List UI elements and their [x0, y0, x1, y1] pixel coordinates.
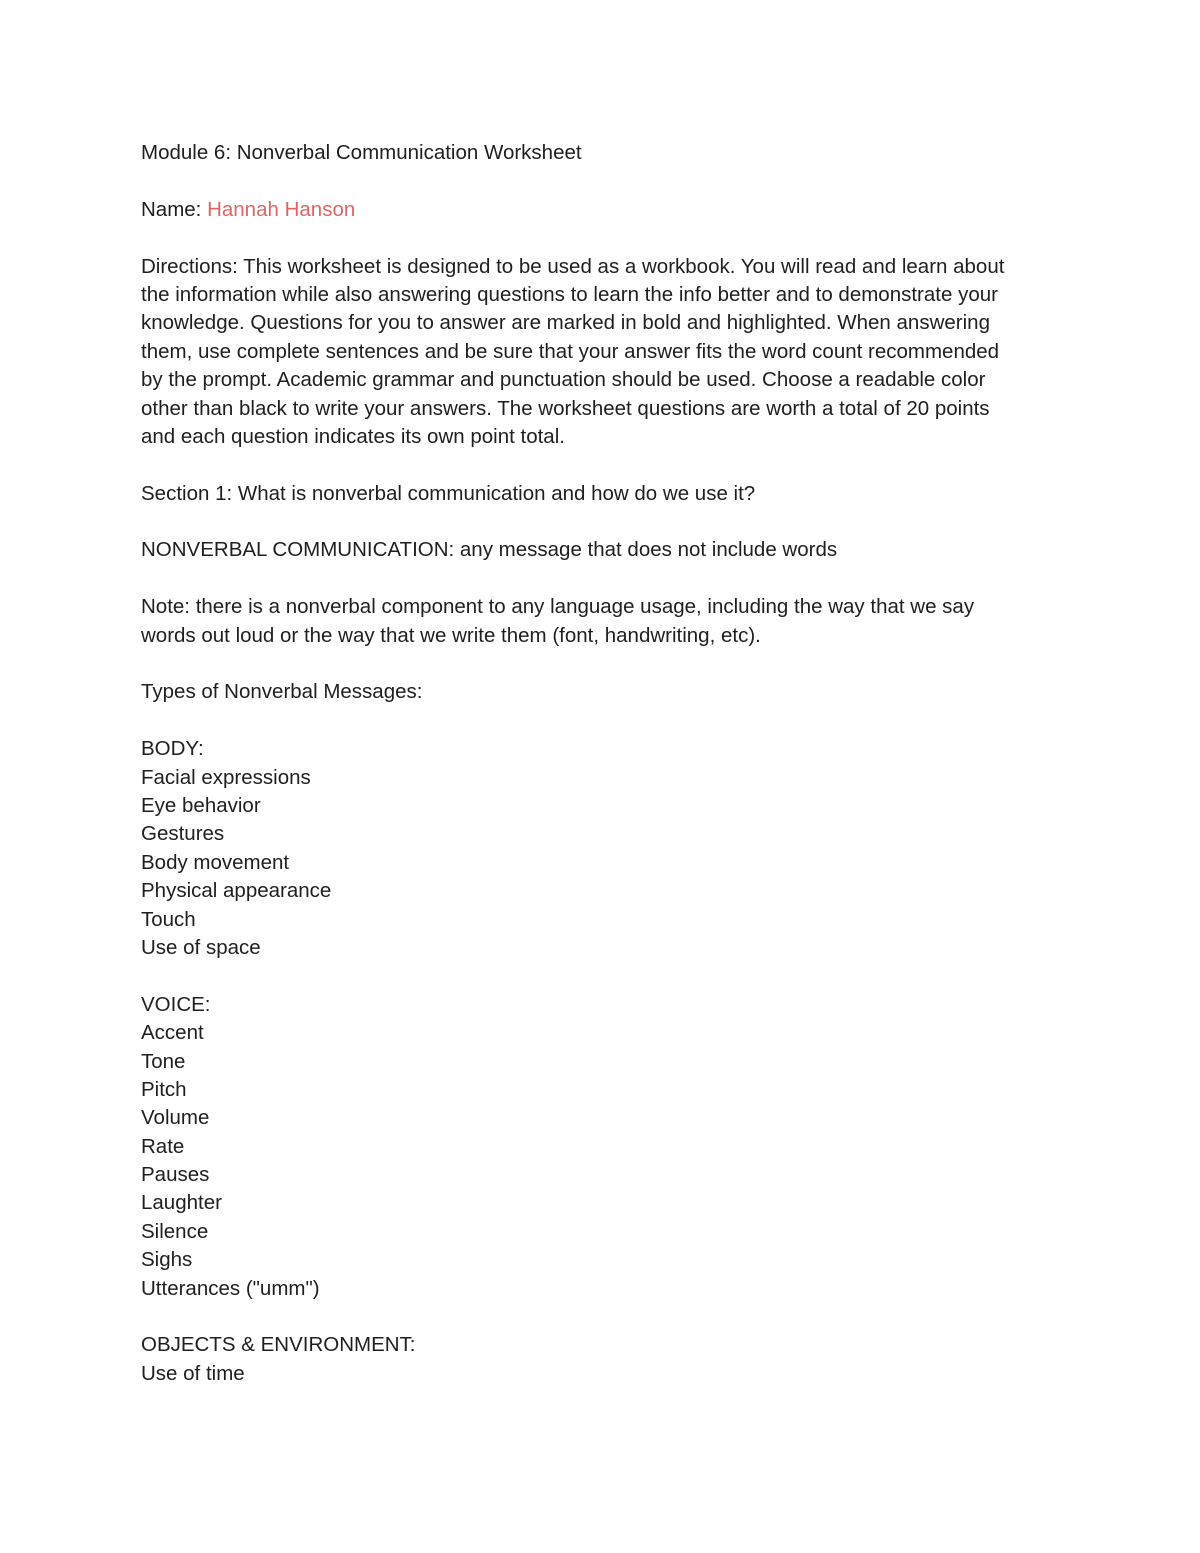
voice-list — [141, 1019, 1061, 1303]
list-item: Rate — [141, 1134, 185, 1158]
list-item: Use of space — [141, 935, 261, 959]
body-list — [141, 764, 1061, 963]
body-section — [141, 735, 1061, 962]
list-item: Utterances ("umm") — [141, 1276, 320, 1300]
voice-section — [141, 991, 1061, 1303]
spacer — [141, 224, 1061, 252]
objects-section — [141, 1331, 1061, 1388]
list-item: Eye behavior — [141, 793, 261, 817]
list-item: Body movement — [141, 850, 290, 874]
list-item: Physical appearance — [141, 879, 332, 903]
spacer — [141, 650, 1061, 678]
directions-paragraph — [141, 253, 1061, 452]
spacer — [141, 707, 1061, 735]
list-item: Facial expressions — [141, 765, 311, 789]
directions-line: and each question indicates its own point total. — [141, 424, 565, 448]
spacer — [141, 962, 1061, 990]
list-item: Use of time — [141, 1361, 245, 1385]
directions-line: knowledge. Questions for you to answer are marked in bold and highlighted. When answering — [141, 311, 990, 335]
list-item: Laughter — [141, 1191, 222, 1215]
objects-list — [141, 1360, 1061, 1388]
note-paragraph — [141, 593, 1061, 650]
worksheet-page — [141, 139, 1061, 1388]
directions-line: other than black to write your answers. The worksheet questions are worth a total of 20 points — [141, 396, 990, 420]
directions-line: Directions: This worksheet is designed to be used as a workbook. You will read and learn about — [141, 254, 1005, 278]
list-item: Tone — [141, 1049, 186, 1073]
list-item: Pauses — [141, 1163, 210, 1187]
spacer — [141, 1303, 1061, 1331]
name-value: Hannah Hanson — [207, 197, 356, 221]
list-item: Accent — [141, 1021, 204, 1045]
document-title: Module 6: Nonverbal Communication Worksheet — [141, 141, 582, 164]
list-item: Silence — [141, 1219, 209, 1243]
body-heading: BODY: — [141, 737, 204, 761]
note-line: words out loud or the way that we write them (font, handwriting, etc). — [141, 623, 761, 647]
spacer — [141, 565, 1061, 593]
directions-line: by the prompt. Academic grammar and punctuation should be used. Choose a readable color — [141, 368, 986, 392]
voice-heading: VOICE: — [141, 992, 211, 1016]
spacer — [141, 167, 1061, 195]
name-label: Name: — [141, 197, 208, 221]
list-item: Gestures — [141, 822, 225, 846]
list-item: Pitch — [141, 1077, 187, 1101]
list-item: Touch — [141, 907, 196, 931]
spacer — [141, 451, 1061, 479]
list-item: Sighs — [141, 1248, 193, 1272]
list-item: Volume — [141, 1106, 210, 1130]
note-line: Note: there is a nonverbal component to any language usage, including the way that we say — [141, 595, 975, 619]
objects-heading: OBJECTS & ENVIRONMENT: — [141, 1333, 416, 1357]
types-heading: Types of Nonverbal Messages: — [141, 680, 423, 704]
section-1-heading: Section 1: What is nonverbal communication and how do we use it? — [141, 481, 756, 505]
directions-line: the information while also answering questions to learn the info better and to demonstrate your — [141, 282, 998, 306]
definition-text: NONVERBAL COMMUNICATION: any message that does not include words — [141, 538, 838, 562]
name-line — [141, 196, 1061, 224]
directions-line: them, use complete sentences and be sure that your answer fits the word count recommended — [141, 339, 1000, 363]
spacer — [141, 508, 1061, 536]
